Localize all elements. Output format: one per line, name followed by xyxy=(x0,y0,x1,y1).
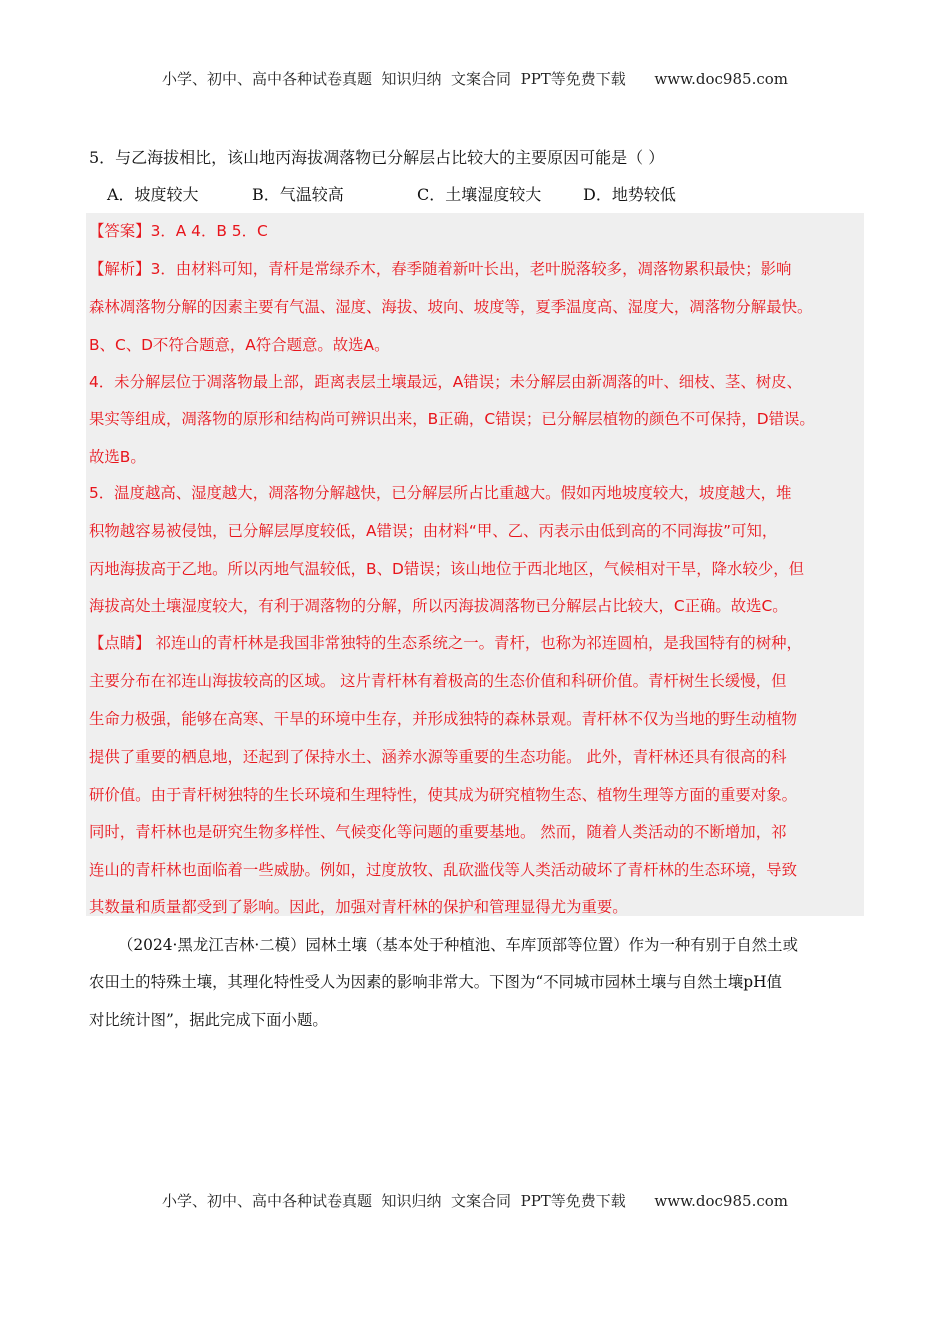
question-5-stem: 5．与乙海拔相比，该山地丙海拔凋落物已分解层占比较大的主要原因可能是（ ） xyxy=(89,148,665,167)
analysis-block xyxy=(86,213,864,916)
analysis-line: 故选B。 xyxy=(89,448,146,466)
analysis-line: 丙地海拔高于乙地。所以丙地气温较低，B、D错误；该山地位于西北地区，气候相对干旱，降水较少，但 xyxy=(89,560,804,578)
tip-line: 其数量和质量都受到了影响。因此，加强对青杆林的保护和管理显得尤为重要。 xyxy=(89,898,628,916)
intro-line: （2024·黑龙江吉林·二模）园林土壤（基本处于种植池、车库顶部等位置）作为一种有别于自然土或 xyxy=(118,936,798,954)
analysis-line: 森林凋落物分解的因素主要有气温、湿度、海拔、坡向、坡度等，夏季温度高、湿度大，凋落物分解最快。 xyxy=(89,298,813,316)
analysis-line: 5．温度越高、湿度越大，凋落物分解越快，已分解层所占比重越大。假如丙地坡度较大，坡度越大，堆 xyxy=(89,484,792,502)
answer-line: 【答案】3．A 4．B 5．C xyxy=(89,222,268,240)
analysis-line: 海拔高处土壤湿度较大，有利于凋落物的分解，所以丙海拔凋落物已分解层占比较大，C正确。故选C。 xyxy=(89,597,788,615)
tip-line: 提供了重要的栖息地，还起到了保持水土、涵养水源等重要的生态功能。 此外，青杆林还具有很高的科 xyxy=(89,748,787,766)
option-a: A．坡度较大 xyxy=(107,185,199,204)
option-d: D．地势较低 xyxy=(583,185,676,204)
intro-line: 农田土的特殊土壤，其理化特性受人为因素的影响非常大。下图为“不同城市园林土壤与自然土壤pH值 xyxy=(89,973,782,991)
analysis-line: 【解析】3．由材料可知，青杆是常绿乔木，春季随着新叶长出，老叶脱落较多，凋落物累积最快；影响 xyxy=(89,260,792,278)
analysis-line: 4．未分解层位于凋落物最上部，距离表层土壤最远，A错误；未分解层由新凋落的叶、细枝、茎、树皮、 xyxy=(89,373,802,391)
tip-line: 研价值。由于青杆树独特的生长环境和生理特性，使其成为研究植物生态、植物生理等方面的重要对象。 xyxy=(89,786,797,804)
intro-line: 对比统计图”，据此完成下面小题。 xyxy=(89,1011,328,1029)
page-footer: 小学、初中、高中各种试卷真题 知识归纳 文案合同 PPT等免费下载 www.doc985.com xyxy=(161,1192,788,1210)
tip-line: 同时，青杆林也是研究生物多样性、气候变化等问题的重要基地。 然而，随着人类活动的不断增加，祁 xyxy=(89,823,787,841)
analysis-line: 果实等组成，凋落物的原形和结构尚可辨识出来，B正确，C错误；已分解层植物的颜色不可保持，D错误。 xyxy=(89,410,815,428)
option-c: C．土壤湿度较大 xyxy=(417,185,542,204)
tip-line: 【点睛】 祁连山的青杆林是我国非常独特的生态系统之一。青杆，也称为祁连圆柏，是我国特有的树种， xyxy=(89,634,802,652)
page-header: 小学、初中、高中各种试卷真题 知识归纳 文案合同 PPT等免费下载 www.doc985.com xyxy=(161,70,788,88)
option-b: B．气温较高 xyxy=(252,185,344,204)
tip-line: 主要分布在祁连山海拔较高的区域。 这片青杆林有着极高的生态价值和科研价值。青杆树生长缓慢，但 xyxy=(89,672,787,690)
tip-line: 生命力极强，能够在高寒、干旱的环境中生存，并形成独特的森林景观。青杆林不仅为当地的野生动植物 xyxy=(89,710,797,728)
analysis-line: B、C、D不符合题意，A符合题意。故选A。 xyxy=(89,336,390,354)
tip-line: 连山的青杆林也面临着一些威胁。例如，过度放牧、乱砍滥伐等人类活动破坏了青杆林的生态环境，导致 xyxy=(89,861,797,879)
analysis-line: 积物越容易被侵蚀，已分解层厚度较低，A错误；由材料“甲、乙、丙表示由低到高的不同海拔”可知， xyxy=(89,522,778,540)
